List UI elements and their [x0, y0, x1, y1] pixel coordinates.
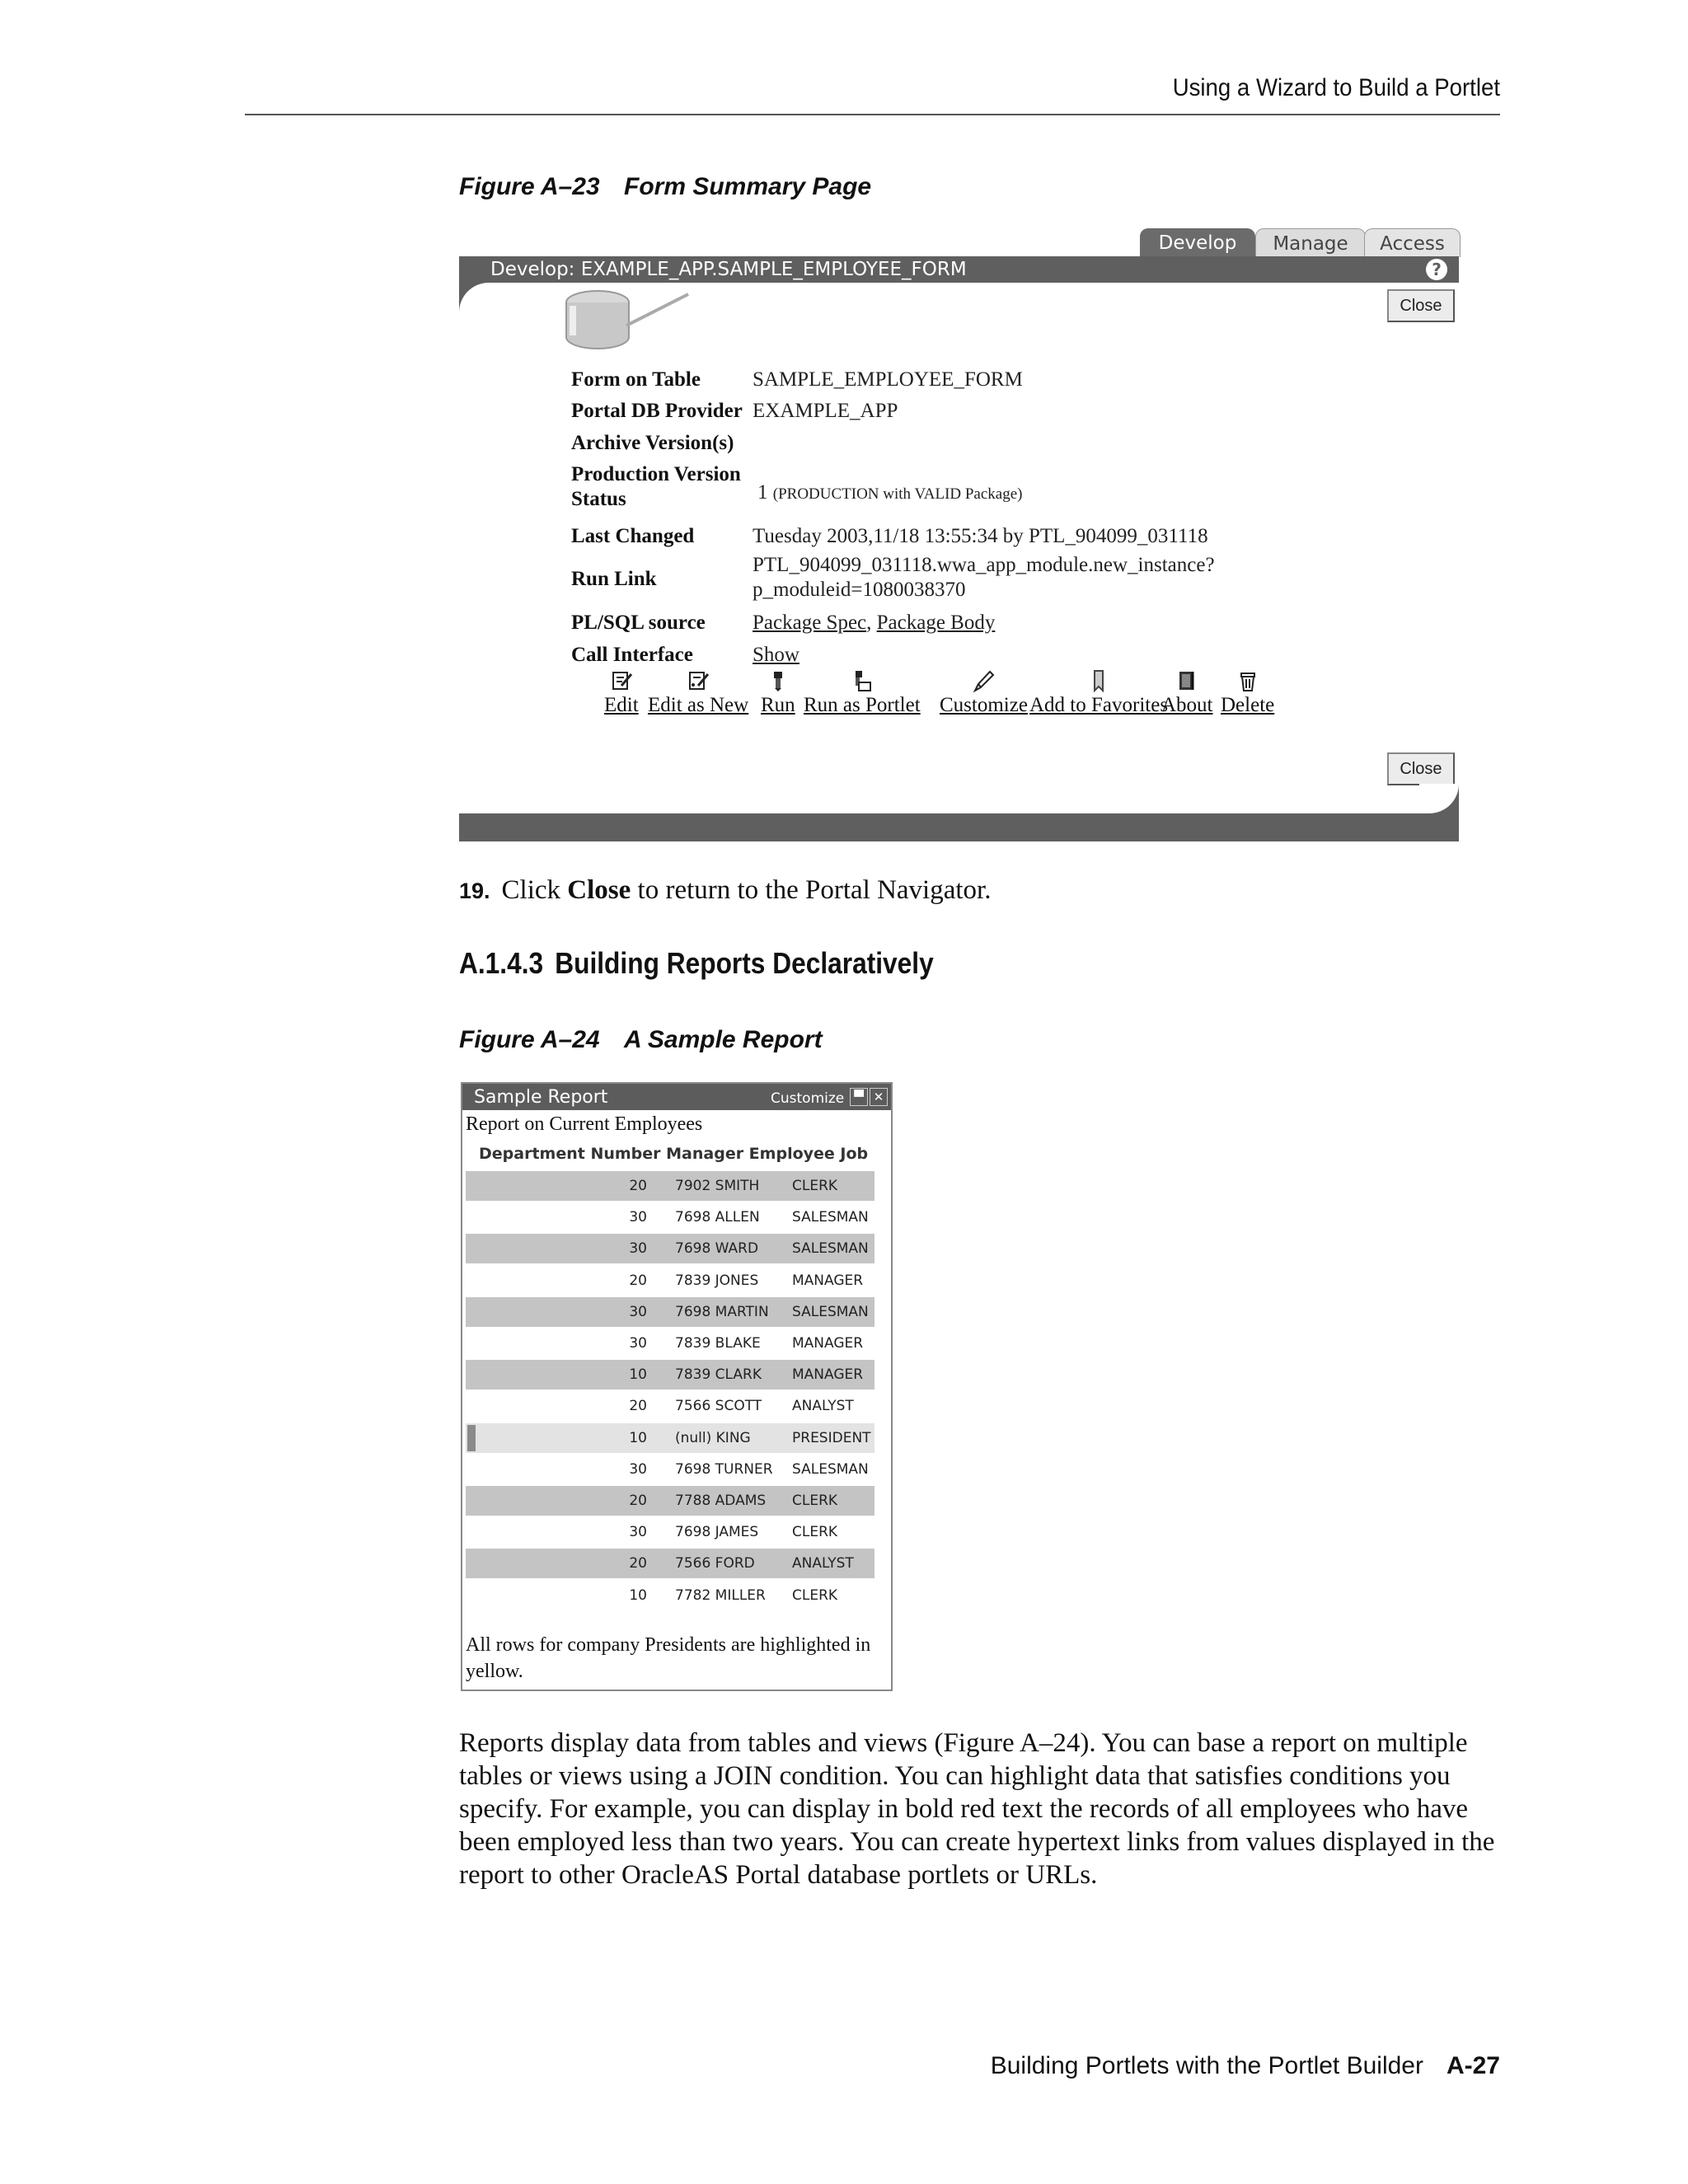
cell-job: MANAGER — [792, 1335, 864, 1352]
report-footer-note: All rows for company Presidents are highlighted in yellow. — [466, 1634, 871, 1682]
action-add-to-favorites[interactable] — [1029, 669, 1168, 717]
link-separator: , — [866, 612, 877, 634]
cell-emp: 7566 SCOTT — [675, 1398, 762, 1415]
bottom-bar — [459, 813, 1459, 841]
cell-dept: 30 — [629, 1240, 647, 1258]
step-text-post: to return to the Portal Navigator. — [631, 875, 992, 905]
window-title: Develop: EXAMPLE_APP.SAMPLE_EMPLOYEE_FORM — [490, 259, 967, 280]
action-edit-as-new[interactable] — [648, 669, 748, 717]
table-row — [466, 1455, 874, 1484]
figure-title: Form Summary Page — [624, 173, 872, 200]
tab-manage[interactable]: Manage — [1255, 228, 1366, 257]
database-icon — [548, 286, 696, 352]
action-label: Run as Portlet — [804, 694, 921, 716]
cell-emp: 7698 JAMES — [675, 1524, 759, 1541]
cell-dept: 30 — [629, 1303, 647, 1320]
report-subtitle: Report on Current Employees — [466, 1113, 703, 1135]
edit-icon — [610, 669, 633, 692]
prop-label-archive: Archive Version(s) — [571, 432, 734, 454]
close-button-bottom[interactable]: Close — [1387, 752, 1455, 785]
table-row — [466, 1517, 874, 1547]
action-about[interactable] — [1161, 669, 1213, 717]
action-label: Run — [761, 694, 795, 716]
cell-job: SALESMAN — [792, 1303, 869, 1320]
prop-label-provider: Portal DB Provider — [571, 400, 743, 422]
cell-emp: 7698 ALLEN — [675, 1209, 760, 1226]
figure-title: A Sample Report — [624, 1026, 823, 1053]
section-title: Building Reports Declaratively — [555, 946, 934, 980]
cell-job: ANALYST — [792, 1555, 854, 1572]
body-paragraph: Reports display data from tables and views (Figure A–24). You can base a report on multiple tables or views using a JOIN condition. You can highlight data that satisfies conditions you specify. For example, you can display in bold red text the records of all employees who have been employed less than two years. You can create hypertext links from values displayed in the report to other OracleAS Portal database portlets or URLs. — [459, 1728, 1495, 1890]
footer-title: Building Portlets with the Portlet Builder — [990, 2052, 1423, 2079]
package-spec-link[interactable]: Package Spec — [753, 612, 867, 634]
sample-report-portlet — [461, 1082, 893, 1691]
table-row — [466, 1581, 874, 1610]
cell-emp: (null) KING — [675, 1429, 751, 1446]
action-delete[interactable] — [1221, 669, 1274, 717]
cell-emp: 7782 MILLER — [675, 1586, 766, 1604]
title-bar-curve — [459, 283, 492, 312]
figure-number: Figure A–24 — [459, 1026, 600, 1053]
tab-develop[interactable]: Develop — [1140, 228, 1255, 256]
cell-emp: 7839 CLARK — [675, 1366, 762, 1384]
cell-job: CLERK — [792, 1524, 838, 1541]
cell-dept: 20 — [629, 1493, 647, 1509]
action-label: Delete — [1221, 694, 1275, 716]
run-as-portlet-icon — [851, 669, 874, 692]
step-text-bold: Close — [567, 875, 631, 905]
prop-value-form-on-table: SAMPLE_EMPLOYEE_FORM — [753, 368, 1023, 391]
step-19 — [459, 875, 991, 906]
cell-job: CLERK — [792, 1586, 838, 1604]
bookmark-icon — [1087, 669, 1110, 692]
cell-dept: 20 — [629, 1398, 647, 1415]
close-icon[interactable]: ✕ — [870, 1088, 888, 1106]
figure-number: Figure A–23 — [459, 173, 600, 200]
run-icon — [767, 669, 790, 692]
prop-label-status: Status — [571, 488, 626, 510]
action-label: Edit — [604, 694, 639, 716]
cell-job: MANAGER — [792, 1366, 864, 1384]
cell-emp: 7839 JONES — [675, 1272, 759, 1289]
cell-emp: 7788 ADAMS — [675, 1493, 767, 1509]
cell-dept: 20 — [629, 1178, 647, 1194]
customize-link[interactable]: Customize — [771, 1090, 845, 1107]
cell-dept: 10 — [629, 1366, 647, 1384]
table-row — [466, 1171, 874, 1201]
cell-emp: 7566 FORD — [675, 1555, 755, 1572]
table-row — [466, 1360, 874, 1390]
cell-emp: 7698 WARD — [675, 1240, 759, 1258]
table-row — [466, 1423, 874, 1453]
cell-job: CLERK — [792, 1493, 838, 1509]
action-label: About — [1161, 694, 1213, 716]
bottom-bar-curve — [1419, 784, 1459, 813]
book-icon — [1175, 669, 1198, 692]
action-label: Add to Favorites — [1029, 694, 1169, 716]
table-row — [466, 1266, 874, 1296]
page-number: A-27 — [1446, 2052, 1500, 2079]
cell-job: CLERK — [792, 1178, 838, 1194]
prop-value-last-changed: Tuesday 2003,11/18 13:55:34 by PTL_904099_031118 — [753, 525, 1208, 547]
header-rule — [245, 114, 1500, 115]
prop-value-provider: EXAMPLE_APP — [753, 400, 898, 422]
prop-label-form-on-table: Form on Table — [571, 368, 701, 391]
row-highlight-marker — [467, 1425, 476, 1451]
cell-dept: 30 — [629, 1460, 647, 1478]
cell-job: SALESMAN — [792, 1460, 869, 1478]
prop-value-run-link-1: PTL_904099_031118.wwa_app_module.new_instance? — [753, 554, 1215, 576]
cell-job: MANAGER — [792, 1272, 864, 1289]
version-status: (PRODUCTION with VALID Package) — [772, 485, 1023, 503]
action-label: Edit as New — [648, 694, 749, 716]
table-row — [466, 1329, 874, 1358]
action-run-as-portlet[interactable] — [804, 669, 921, 717]
cell-emp: 7698 MARTIN — [675, 1303, 769, 1320]
cell-dept: 10 — [629, 1586, 647, 1604]
figure-23-caption — [459, 173, 871, 201]
show-link[interactable]: Show — [753, 644, 799, 666]
cell-emp: 7902 SMITH — [675, 1178, 760, 1194]
section-heading — [459, 946, 934, 981]
running-head: Using a Wizard to Build a Portlet — [1172, 74, 1500, 101]
prop-value-plsql-source — [753, 610, 995, 635]
cell-dept: 30 — [629, 1335, 647, 1352]
portlet-title-bar — [462, 1084, 891, 1110]
page-footer — [907, 2052, 1500, 2080]
pencil-icon — [972, 669, 995, 692]
trash-icon — [1236, 669, 1259, 692]
report-header-row: Department Number Manager Employee Job — [479, 1145, 869, 1163]
table-row — [466, 1234, 874, 1263]
action-label: Customize — [940, 694, 1028, 716]
prop-label-last-changed: Last Changed — [571, 525, 695, 547]
section-number: A.1.4.3 — [459, 946, 544, 980]
cell-job: SALESMAN — [792, 1240, 869, 1258]
prop-value-run-link-2: p_moduleid=1080038370 — [753, 579, 966, 601]
cell-dept: 20 — [629, 1272, 647, 1289]
form-summary-screenshot — [459, 228, 1459, 841]
prop-value-call-interface — [753, 642, 799, 668]
table-row — [466, 1202, 874, 1232]
cell-job: PRESIDENT — [792, 1429, 871, 1446]
prop-label-plsql-source: PL/SQL source — [571, 612, 706, 634]
portlet-title: Sample Report — [474, 1087, 608, 1108]
edit-as-new-icon — [687, 669, 710, 692]
help-icon[interactable]: ? — [1426, 259, 1447, 280]
cell-dept: 10 — [629, 1429, 647, 1446]
action-edit[interactable] — [604, 669, 639, 717]
close-button-top[interactable]: Close — [1387, 289, 1455, 322]
cell-dept: 30 — [629, 1209, 647, 1226]
prop-value-production-version — [757, 480, 1023, 507]
cell-emp: 7698 TURNER — [675, 1460, 773, 1478]
window-title-bar — [459, 256, 1459, 283]
table-row — [466, 1486, 874, 1516]
cell-job: SALESMAN — [792, 1209, 869, 1226]
figure-24-caption — [459, 1026, 823, 1054]
action-run[interactable] — [761, 669, 795, 717]
table-row — [466, 1549, 874, 1578]
step-text-pre: Click — [501, 875, 568, 905]
prop-label-run-link: Run Link — [571, 568, 657, 590]
cell-job: ANALYST — [792, 1398, 854, 1415]
cell-dept: 30 — [629, 1524, 647, 1541]
tab-access[interactable]: Access — [1364, 228, 1461, 257]
cell-dept: 20 — [629, 1555, 647, 1572]
table-row — [466, 1297, 874, 1327]
prop-label-call-interface: Call Interface — [571, 644, 693, 666]
prop-label-production-version: Production Version — [571, 463, 741, 485]
cell-emp: 7839 BLAKE — [675, 1335, 761, 1352]
action-customize[interactable] — [940, 669, 1028, 717]
collapse-icon[interactable]: ▀ — [850, 1088, 868, 1106]
table-row — [466, 1391, 874, 1421]
version-number: 1 — [757, 481, 768, 504]
step-number: 19. — [459, 879, 490, 903]
package-body-link[interactable]: Package Body — [876, 612, 996, 634]
